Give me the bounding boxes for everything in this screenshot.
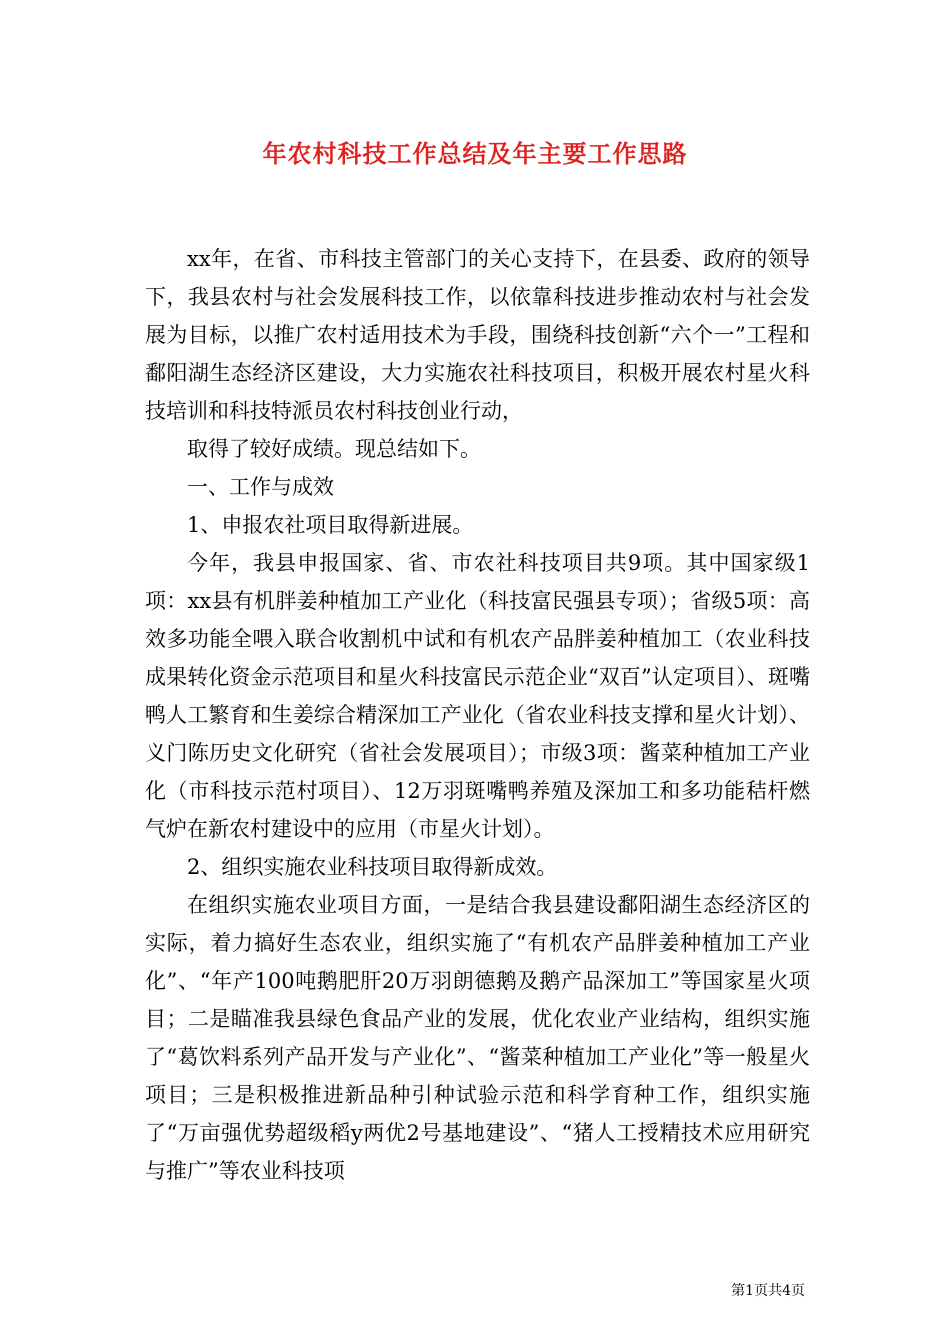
paragraph: xx年，在省、市科技主管部门的关心支持下，在县委、政府的领导下，我县农村与社会发展科技工作，以依靠科技进步推动农村与社会发展为目标，以推广农村适用技术为手段，围绕科技创新“六个一”工程和鄱阳湖生态经济区建设，大力实施农社科技项目，积极开展农村星火科技培训和科技特派员农村科技创业行动， [145, 247, 810, 423]
page-number: 第1页共4页 [731, 1283, 805, 1299]
paragraph: 取得了较好成绩。现总结如下。 [187, 437, 481, 461]
document-body [145, 240, 810, 1190]
paragraph: 在组织实施农业项目方面，一是结合我县建设鄱阳湖生态经济区的实际，着力搞好生态农业，组织实施了“有机农产品胖姜种植加工产业化”、“年产100吨鹅肥肝20万羽朗德鹅及鹅产品深加工”等国家星火项目；二是瞄准我县绿色食品产业的发展，优化农业产业结构，组织实施了“葛饮料系列产品开发与产业化”、“酱菜种植加工产业化”等一般星火项目；三是积极推进新品种引种试验示范和科学育种工作，组织实施了“万亩强优势超级稻y两优2号基地建设”、“猪人工授精技术应用研究与推广”等农业科技项 [145, 893, 810, 1183]
subsection-heading: 1、申报农社项目取得新进展。 [187, 513, 474, 537]
document-title: 年农村科技工作总结及年主要工作思路 [262, 139, 688, 168]
subsection-heading: 2、组织实施农业科技项目取得新成效。 [187, 855, 558, 879]
section-heading: 一、工作与成效 [187, 475, 334, 499]
paragraph: 今年，我县申报国家、省、市农社科技项目共9项。其中国家级1项：xx县有机胖姜种植加工产业化（科技富民强县专项）；省级5项：高效多功能全喂入联合收割机中试和有机农产品胖姜种植加工（农业科技成果转化资金示范项目和星火科技富民示范企业“双百”认定项目）、斑嘴鸭人工繁育和生姜综合精深加工产业化（省农业科技支撑和星火计划）、义门陈历史文化研究（省社会发展项目）；市级3项：酱菜种植加工产业化（市科技示范村项目）、12万羽斑嘴鸭养殖及深加工和多功能秸杆燃气炉在新农村建设中的应用（市星火计划）。 [145, 551, 810, 841]
